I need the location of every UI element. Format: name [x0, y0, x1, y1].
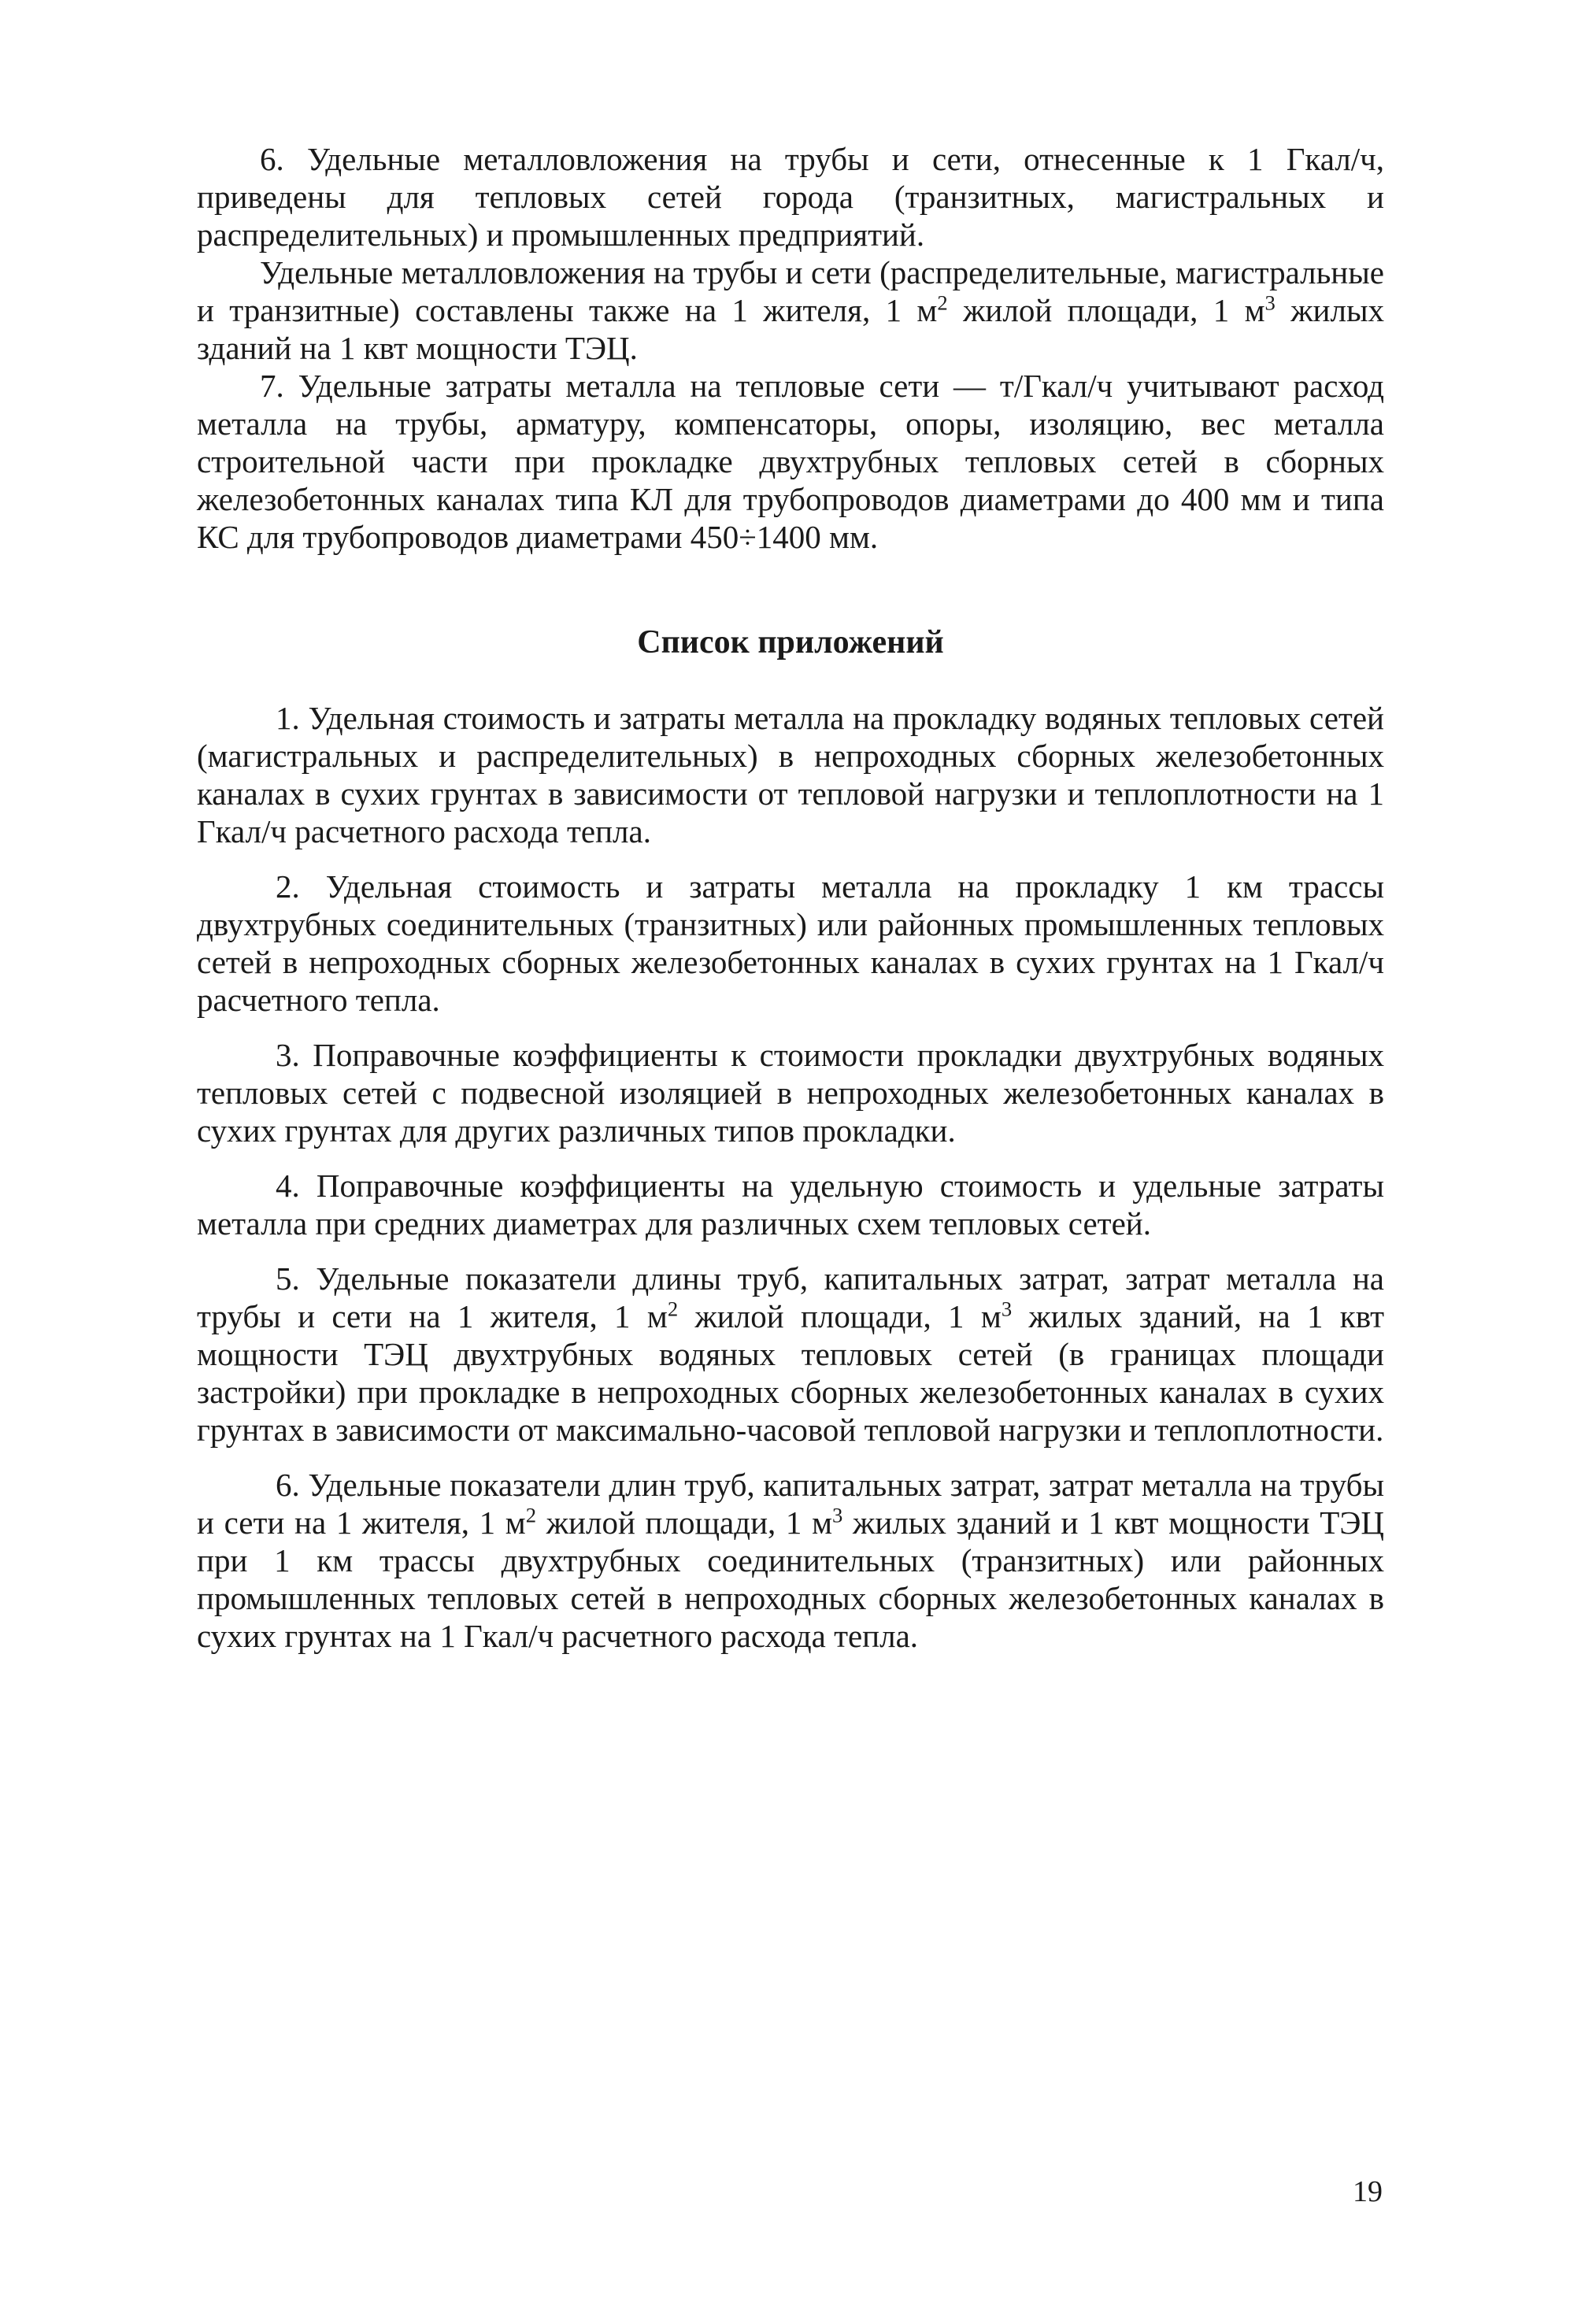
appendix-item-1: 1. Удельная стоимость и затраты металла на прокладку водяных тепловых сетей (магистральных и распределительных) в непроходных сборных железобетонных каналах в сухих грунтах в зависимости от тепловой нагрузки и теплоплотности на 1 Гкал/ч расчетного расхода тепла. — [197, 700, 1384, 849]
appendix-item-3: 3. Поправочные коэффициенты к стоимости прокладки двухтрубных водяных тепловых сетей с подвесной изоляцией в непроходных железобетонных каналах в сухих грунтах для других различных типов прокладки. — [197, 1037, 1384, 1149]
appendix-item-2: 2. Удельная стоимость и затраты металла на прокладку 1 км трассы двухтрубных соединительных (транзитных) или районных промышленных тепловых сетей в непроходных сборных железобетонных каналах в сухих грунтах на 1 Гкал/ч расчетного тепла. — [197, 868, 1384, 1018]
paragraph-6-continued: Удельные металловложения на трубы и сети (распределительные, магистральные и транзитные) составлены также на 1 жителя, 1 $м^2$ жилой площади, 1 $м^3$ жилых зданий на 1 квт мощности ТЭЦ. — [197, 254, 1385, 366]
appendix-item-4: 4. Поправочные коэффициенты на удельную стоимость и удельные затраты металла при средних диаметрах для различных схем тепловых сетей. — [197, 1168, 1384, 1242]
section-heading: Список приложений — [637, 624, 944, 661]
document-page — [197, 140, 1384, 1672]
paragraph-7: 7. Удельные затраты металла на тепловые сети — т/Гкал/ч учитывают расход металла на трубы, арматуру, компенсаторы, опоры, изоляцию, вес металла строительной части при прокладке двухтрубных тепловых сетей в сборных железобетонных каналах типа КЛ для трубопроводов диаметрами до 400 мм и типа КС для трубопроводов диаметрами 450÷1400 мм. — [197, 368, 1384, 555]
appendix-item-6: 6. Удельные показатели длин труб, капитальных затрат, затрат металла на трубы и сети на 1 жителя, 1 $м^2$ жилой площади, 1 $м^3$ жилых зданий и 1 квт мощности ТЭЦ при 1 км трассы двухтрубных соединительных (транзитных) или районных промышленных тепловых сетей в непроходных сборных железобетонных каналах в сухих грунтах на 1 Гкал/ч расчетного расхода тепла. — [197, 1467, 1385, 1654]
appendix-item-5: 5. Удельные показатели длины труб, капитальных затрат, затрат металла на трубы и сети на 1 жителя, 1 $м^2$ жилой площади, 1 $м^3$ жилых зданий, на 1 квт мощности ТЭЦ двухтрубных водяных тепловых сетей (в границах площади застройки) при прокладке в непроходных сборных железобетонных каналах в сухих грунтах в зависимости от максимально-часовой тепловой нагрузки и теплоплотности. — [197, 1260, 1384, 1448]
page-number: 19 — [1353, 2175, 1383, 2208]
paragraph-6: 6. Удельные металловложения на трубы и сети, отнесенные к 1 Гкал/ч, приведены для тепловых сетей города (транзитных, магистральных и распределительных) и промышленных предприятий. — [197, 141, 1384, 253]
